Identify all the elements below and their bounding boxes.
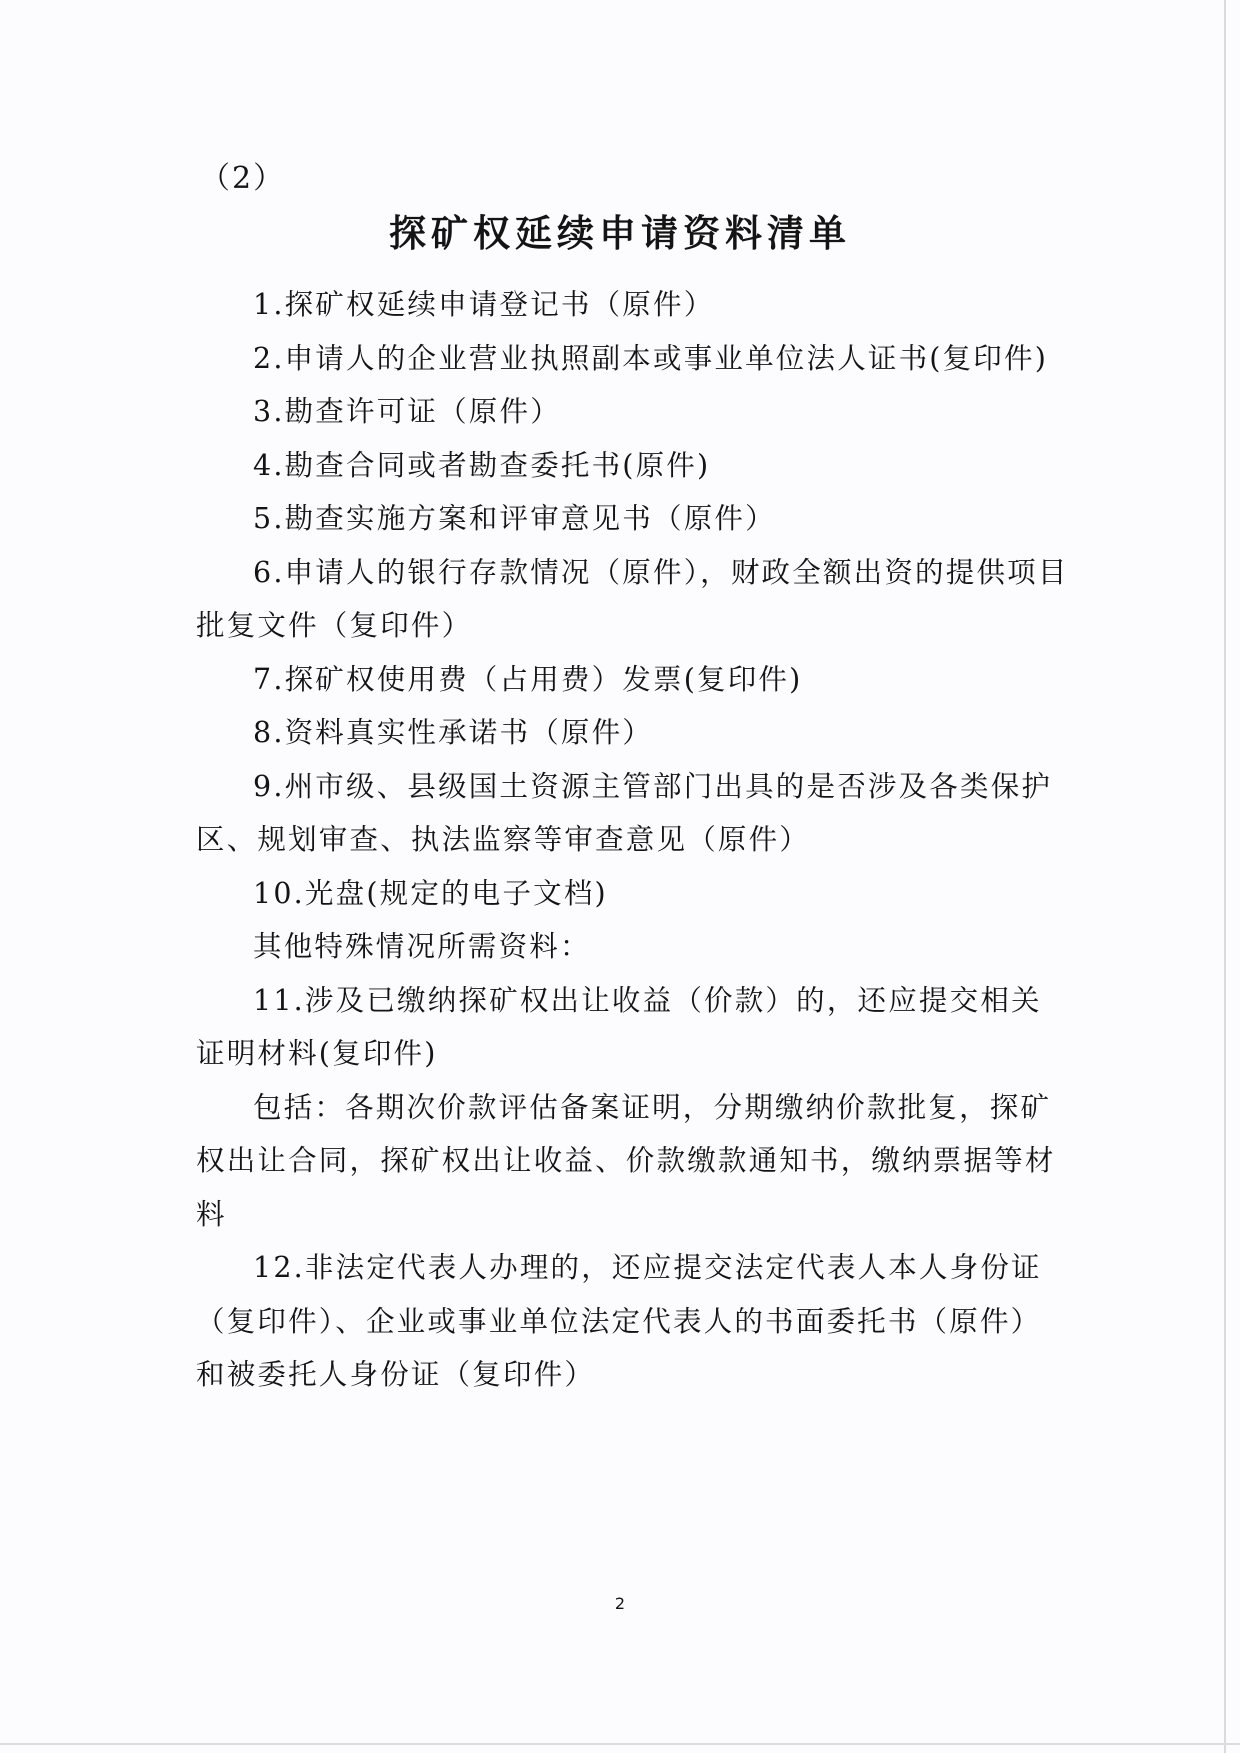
list-item: 12.非法定代表人办理的，还应提交法定代表人本人身份证（复印件）、企业或事业单位法定代表人的书面委托书（原件）和被委托人身份证（复印件） (196, 1251, 1042, 1391)
list-item: 1.探矿权延续申请登记书（原件） (253, 288, 715, 321)
list-item-note: 包括：各期次价款评估备案证明，分期缴纳价款批复，探矿权出让合同，探矿权出让收益、价款缴款通知书，缴纳票据等材料 (196, 1090, 1056, 1231)
list-item: 2.申请人的企业营业执照副本或事业单位法人证书(复印件) (253, 341, 1049, 375)
list-item: 11.涉及已缴纳探矿权出让收益（价款）的，还应提交相关证明材料(复印件) (196, 983, 1042, 1070)
document-body (196, 278, 1072, 1402)
scan-edge-right (1224, 0, 1226, 1753)
list-item: 6.申请人的银行存款情况（原件），财政全额出资的提供项目批复文件（复印件） (196, 555, 1069, 642)
section-subheading: 其他特殊情况所需资料： (253, 930, 591, 963)
list-item: 3.勘查许可证（原件） (253, 395, 561, 428)
page-number: 2 (614, 1594, 626, 1613)
list-item: 4.勘查合同或者勘查委托书(原件) (253, 448, 711, 482)
document-title: 探矿权延续申请资料清单 (389, 211, 851, 255)
list-item: 9.州市级、县级国土资源主管部门出具的是否涉及各类保护区、规划审查、执法监察等审查意见（原件） (196, 769, 1053, 856)
scan-edge-bottom (0, 1743, 1240, 1745)
list-item: 8.资料真实性承诺书（原件） (253, 716, 653, 749)
list-item: 5.勘查实施方案和评审意见书（原件） (253, 502, 776, 535)
section-label: （2） (200, 161, 286, 196)
list-item: 10.光盘(规定的电子文档) (253, 876, 608, 910)
list-item: 7.探矿权使用费（占用费）发票(复印件) (253, 662, 803, 696)
